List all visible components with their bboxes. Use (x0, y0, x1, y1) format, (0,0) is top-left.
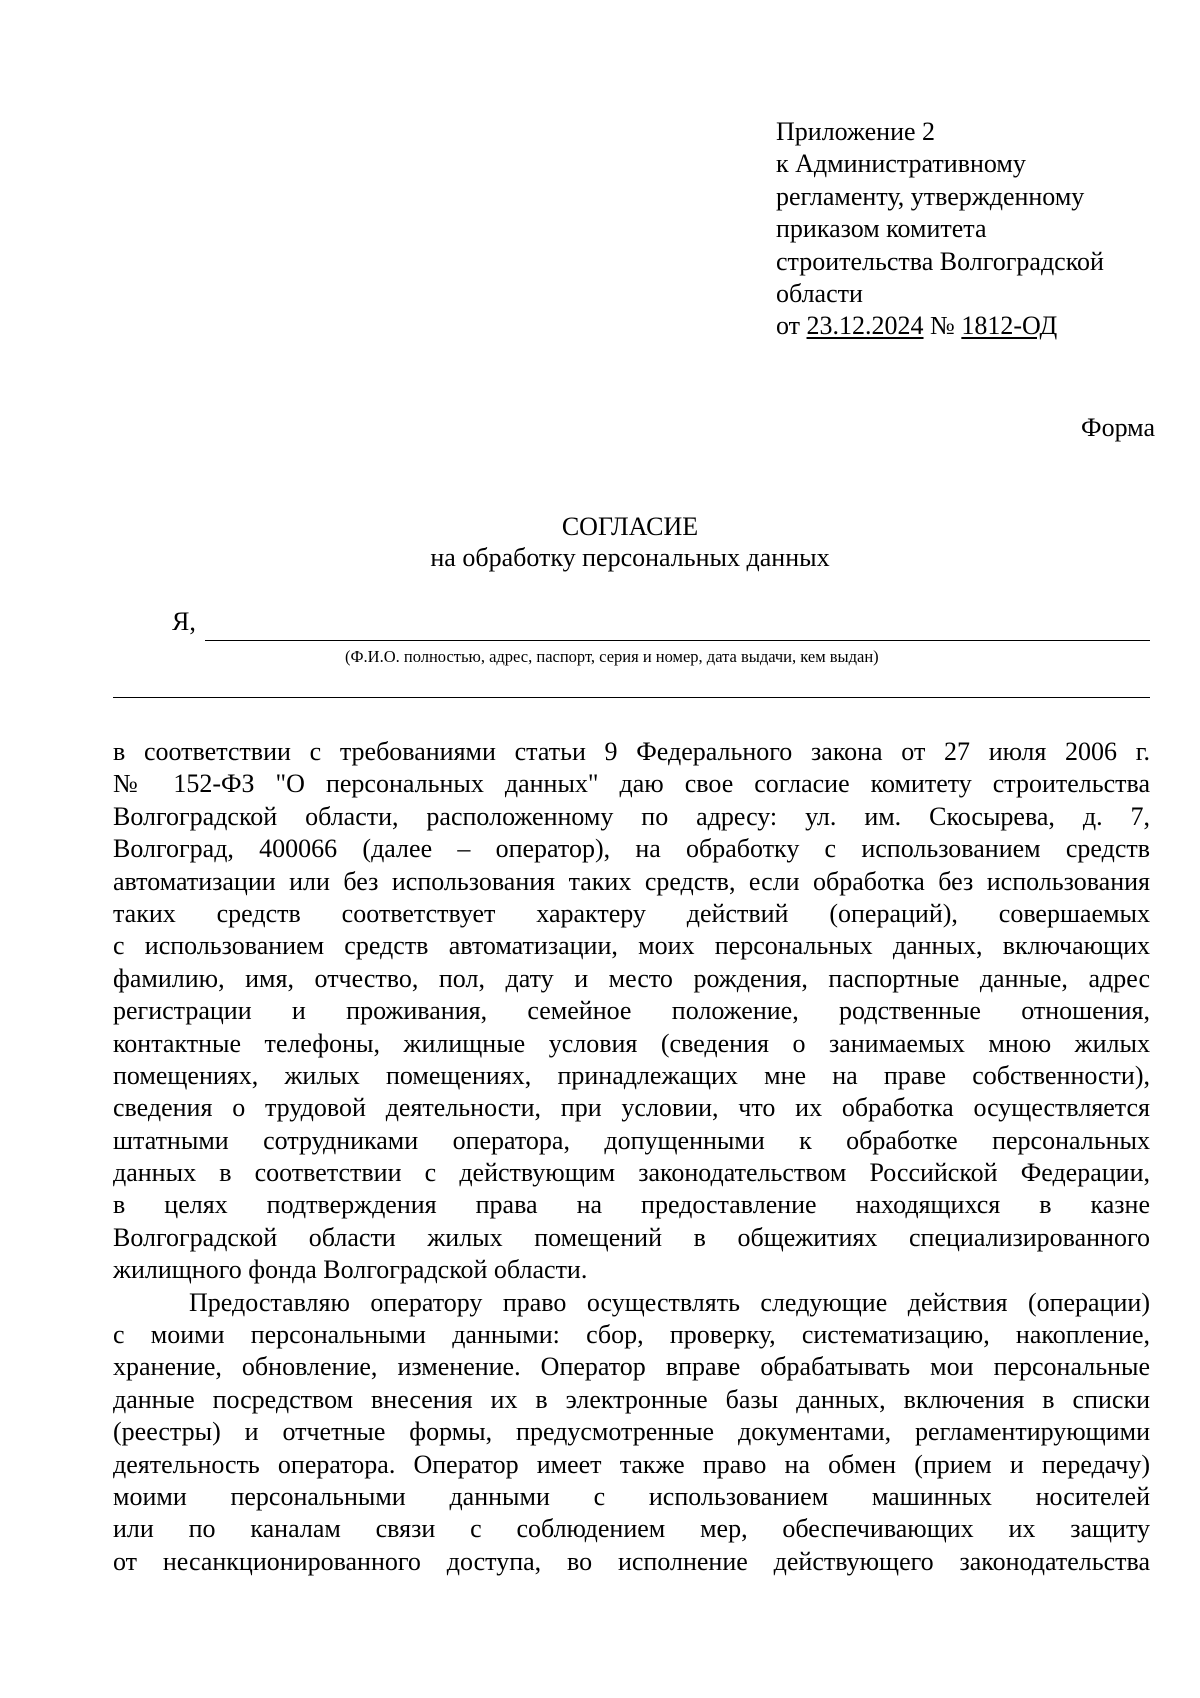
number-sign: № (923, 311, 962, 341)
paragraph1-line: жилищного фонда Волгоградской области. (113, 1255, 588, 1285)
paragraph1-line: контактные телефоны, жилищные условия (сведения о занимаемых мною жилых (113, 1028, 1150, 1058)
document-title: СОГЛАСИЕ (561, 512, 699, 541)
paragraph1-line: фамилию, имя, отчество, пол, дату и место рождения, паспортные данные, адрес (113, 963, 1150, 993)
paragraph1-line: в целях подтверждения права на предоставление находящихся в казне (113, 1190, 1150, 1220)
paragraph1-line: помещениях, жилых помещениях, принадлежащих мне на праве собственности), (113, 1060, 1150, 1090)
paragraph1-line: в соответствии с требованиями статьи 9 Федерального закона от 27 июля 2006 г. (113, 737, 1150, 766)
appendix-line: к Административному (776, 149, 1026, 179)
paragraph1-line: автоматизации или без использования таких средств, если обработка без использования (113, 866, 1150, 896)
consent-body (113, 736, 1150, 1578)
order-number: 1812-ОД (961, 311, 1058, 341)
document-subtitle: на обработку персональных данных (430, 543, 830, 572)
appendix-line: Приложение 2 (776, 117, 936, 146)
paragraph1-line: Волгоградской области жилых помещений в общежитиях специализированного (113, 1222, 1150, 1252)
paragraph2-line: Предоставляю оператору право осуществлять следующие действия (операции) (189, 1287, 1150, 1317)
paragraph1-line: сведения о трудовой деятельности, при условии, что их обработка осуществляется (113, 1093, 1150, 1123)
paragraph2-line: (реестры) и отчетные формы, предусмотренные документами, регламентирующими (113, 1417, 1150, 1447)
paragraph2-line: от несанкционированного доступа, во исполнение действующего законодательства (113, 1546, 1150, 1576)
order-date: 23.12.2024 (806, 311, 924, 341)
paragraph2-line: данные посредством внесения их в электронные базы данных, включения в списки (113, 1384, 1150, 1414)
ya-label: Я, (172, 607, 196, 636)
paragraph1-line: с использованием средств автоматизации, моих персональных данных, включающих (113, 931, 1150, 961)
paragraph1-line: регистрации и проживания, семейное положение, родственные отношения, (113, 996, 1150, 1026)
appendix-block (776, 116, 1156, 343)
paragraph1-line: № 152-ФЗ "О персональных данных" даю свое согласие комитету строительства (113, 769, 1150, 799)
paragraph1-line: штатными сотрудниками оператора, допущенными к обработке персональных (113, 1125, 1150, 1155)
paragraph2-line: деятельность оператора. Оператор имеет также право на обмен (прием и передачу) (113, 1449, 1150, 1479)
paragraph2-line: с моими персональными данными: сбор, проверку, систематизацию, накопление, (113, 1320, 1150, 1350)
appendix-line: приказом комитета (776, 214, 987, 244)
appendix-line: области (776, 279, 863, 309)
appendix-line: регламенту, утвержденному (776, 181, 1085, 211)
forma-label: Форма (1081, 413, 1155, 442)
paragraph2-line: хранение, обновление, изменение. Оператор вправе обрабатывать мои персональные (113, 1352, 1150, 1382)
fio-fill-line-2 (113, 697, 1150, 698)
date-prefix: от (776, 311, 807, 341)
paragraph1-line: Волгоградской области, расположенному по адресу: ул. им. Скосырева, д. 7, (113, 801, 1150, 831)
fio-hint: (Ф.И.О. полностью, адрес, паспорт, серия и номер, дата выдачи, кем выдан) (345, 647, 879, 666)
paragraph2-line: или по каналам связи с соблюдением мер, обеспечивающих их защиту (113, 1514, 1150, 1544)
appendix-date-line (776, 310, 1156, 342)
appendix-line: строительства Волгоградской (776, 246, 1104, 276)
paragraph1-line: таких средств соответствует характеру действий (операций), совершаемых (113, 898, 1150, 928)
paragraph2-line: моими персональными данными с использованием машинных носителей (113, 1481, 1150, 1511)
fio-fill-line (205, 640, 1150, 641)
paragraph1-line: Волгоград, 400066 (далее – оператор), на обработку с использованием средств (113, 834, 1150, 864)
paragraph1-line: данных в соответствии с действующим законодательством Российской Федерации, (113, 1158, 1150, 1188)
